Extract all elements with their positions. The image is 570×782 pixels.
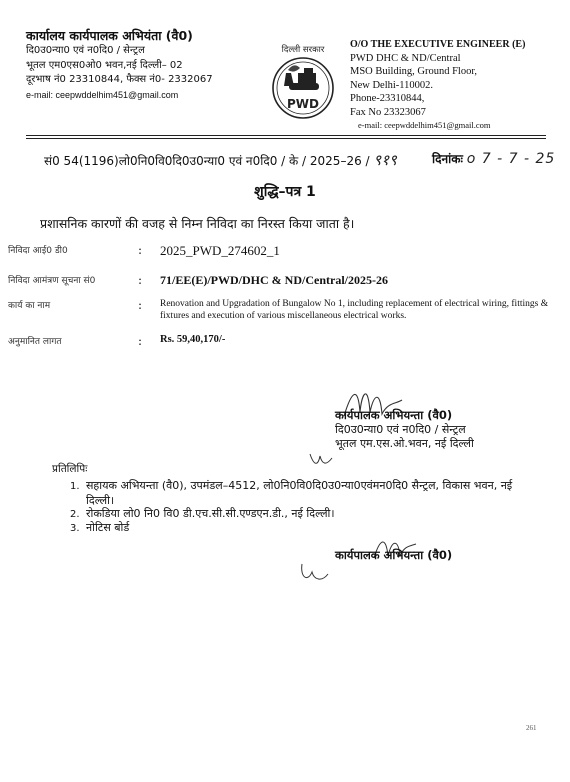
city-english: New Delhi-110002. xyxy=(350,79,434,91)
field-colon: : xyxy=(138,273,143,287)
signature-block xyxy=(335,408,474,452)
corrigendum-title: शुद्धि–पत्र 1 xyxy=(254,184,316,200)
bottom-initials-scribble xyxy=(298,560,332,584)
field-label-work-name: कार्य का नाम xyxy=(8,301,51,311)
fax-english: Fax No 23323067 xyxy=(350,106,426,118)
copy-to-number: 1. xyxy=(70,481,80,492)
reference-number xyxy=(44,150,397,170)
division-english: PWD DHC & ND/Central xyxy=(350,52,461,64)
copy-to-text: रोकडिया लो0 नि0 वि0 डी.एच.सी.सी.एण्डएन.डी., नई दिल्ली। xyxy=(86,507,335,520)
signatory-division: दि0उ0न्या0 एवं न0दि0 / सेन्ट्रल xyxy=(335,422,466,436)
date-label: दिनांकः xyxy=(432,152,463,166)
field-value-work-name: Renovation and Upgradation of Bungalow No 1, including replacement of electrical wiring, fittings & fixtures and execution of various miscellaneous electrical works. xyxy=(160,299,549,321)
field-colon: : xyxy=(138,334,143,348)
intro-text: प्रशासनिक कारणों की वजह से निम्न निविदा का निरस्त किया जाता है। xyxy=(40,216,355,231)
reference-text: सं0 54(1196)लो0नि0वि0दि0उ0न्या0 एवं न0दि0 / के / 2025–26 / xyxy=(44,154,370,168)
pwd-logo xyxy=(258,40,348,122)
division-hindi: दि0उ0न्या0 एवं न0दि0 / सेन्ट्रल xyxy=(26,45,145,56)
email-english: e-mail: ceepwddelhim451@gmail.com xyxy=(358,120,491,130)
initials-scribble xyxy=(308,450,334,470)
field-label-tender-id: निविदा आई0 डी0 xyxy=(8,246,68,256)
page-number: 261 xyxy=(526,724,537,732)
header-divider-top xyxy=(26,135,546,136)
field-colon: : xyxy=(138,243,143,257)
copy-to-number: 2. xyxy=(70,509,80,520)
email-hindi-block: e-mail: ceepwddelhim451@gmail.com xyxy=(26,89,179,100)
field-label-estimated-cost: अनुमानित लागत xyxy=(8,337,62,347)
field-label-nit-no: निविदा आमंत्रण सूचना सं0 xyxy=(8,276,96,286)
address-hindi: भूतल एम0एस0ओ0 भवन,नई दिल्ली– 02 xyxy=(26,59,183,71)
copy-to-text: नोटिस बोर्ड xyxy=(86,521,130,534)
header-hindi xyxy=(26,28,241,102)
office-name-hindi: कार्यालय कार्यपालक अभियंता (वै0) xyxy=(26,28,193,43)
field-value-tender-id: 2025_PWD_274602_1 xyxy=(160,243,280,258)
building-english: MSO Building, Ground Floor, xyxy=(350,66,478,77)
logo-pwd-text: PWD xyxy=(287,97,319,111)
logo-arc-text: दिल्ली सरकार xyxy=(281,45,325,55)
field-value-nit-no: 71/EE(E)/PWD/DHC & ND/Central/2025-26 xyxy=(160,273,388,287)
copy-to-heading: प्रतिलिपिः xyxy=(52,463,88,475)
field-colon: : xyxy=(138,298,143,312)
copy-to-item xyxy=(70,520,516,536)
copy-to-item xyxy=(70,478,516,508)
reference-date xyxy=(432,150,555,167)
phone-hindi: दूरभाष नं0 23310844, फैक्स नं0- 2332067 xyxy=(26,74,213,85)
copy-to-text: सहायक अभियन्ता (वै0), उपमंडल–4512, लो0नि0वि0दि0उ0न्या0एवंमन0दि0 सैन्ट्रल, विकास भवन, नई दिल्ली। xyxy=(86,479,513,507)
signatory-designation: कार्यपालक अभियन्ता (वै0) xyxy=(335,408,453,422)
handwritten-date: o 7 - 7 - 25 xyxy=(466,151,556,167)
header-divider-bottom xyxy=(26,138,546,139)
phone-english: Phone-23310844, xyxy=(350,93,425,104)
bottom-signature-designation: कार्यपालक अभियन्ता (वै0) xyxy=(335,548,453,562)
signatory-address: भूतल एम.एस.ओ.भवन, नई दिल्ली xyxy=(335,437,474,450)
field-value-estimated-cost: Rs. 59,40,170/- xyxy=(160,334,226,345)
copy-to-number: 3. xyxy=(70,523,80,534)
handwritten-dispatch-no: ९१९ xyxy=(373,151,397,169)
office-name-english: O/O THE EXECUTIVE ENGINEER (E) xyxy=(350,39,526,50)
header-english xyxy=(350,38,565,133)
